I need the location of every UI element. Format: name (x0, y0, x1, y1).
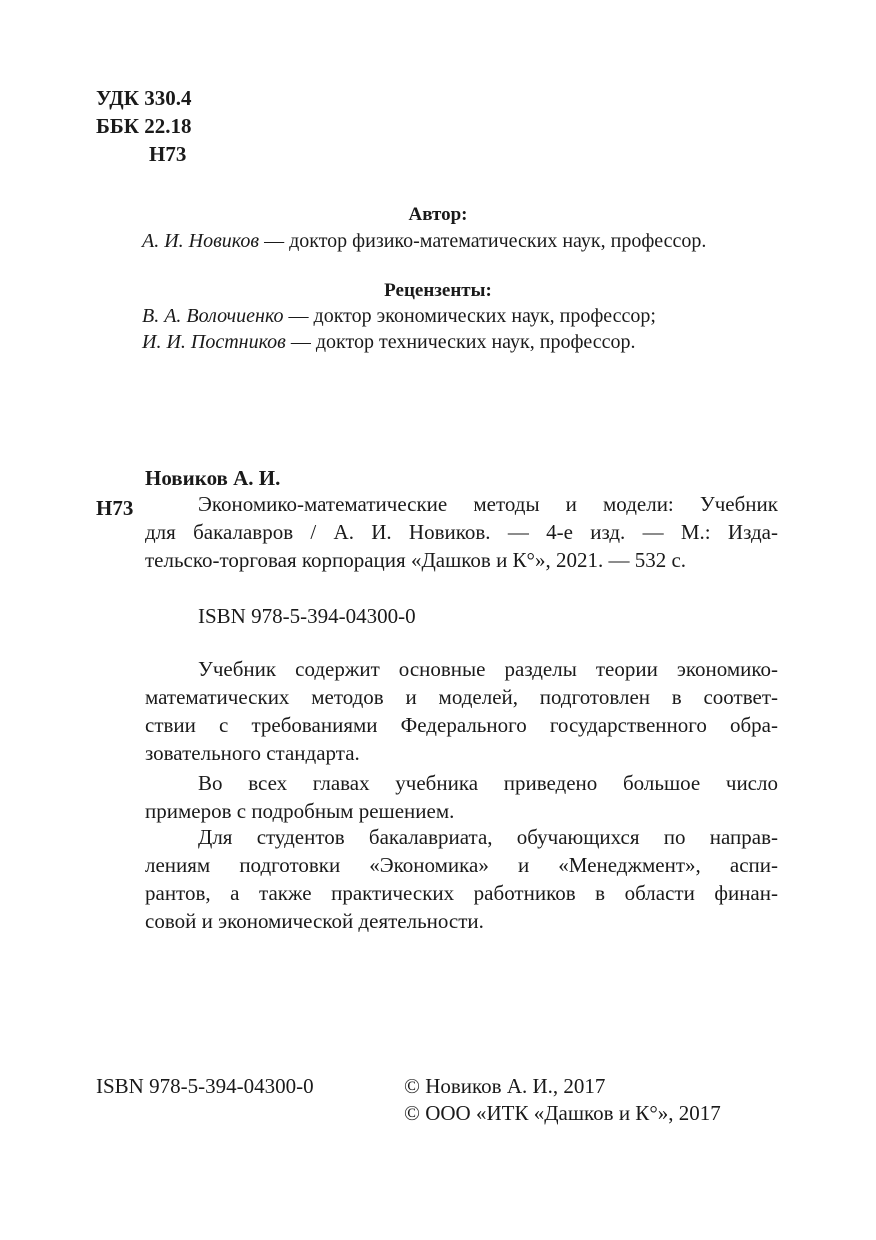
catalog-code: Н73 (96, 496, 134, 520)
author-mark-code: Н73 (149, 142, 187, 166)
abstract-p1-line-4: зовательного стандарта. (145, 741, 360, 765)
footer-isbn: ISBN 978-5-394-04300-0 (96, 1074, 314, 1098)
abstract-p3-line-1: Для студентов бакалавриата, обучающихся по направ- (198, 825, 778, 849)
abstract-p2-line-1: Во всех главах учебника приведено большое число (198, 771, 778, 795)
author-heading: Автор: (408, 204, 468, 225)
udk-code: УДК 330.4 (96, 86, 192, 110)
author-credit (142, 228, 706, 254)
reviewer-1 (142, 303, 656, 329)
bbk-code: ББК 22.18 (96, 114, 192, 138)
copyright-author: © Новиков А. И., 2017 (404, 1074, 606, 1098)
abstract-p3-line-4: совой и экономической деятельности. (145, 909, 484, 933)
author-desc: — доктор физико-математических наук, профессор. (259, 230, 707, 252)
abstract-p1-line-1: Учебник содержит основные разделы теории экономико- (198, 657, 778, 681)
abstract-p3-line-2: лениям подготовки «Экономика» и «Менеджмент», аспи- (145, 853, 778, 877)
catalog-line-3: тельско-торговая корпорация «Дашков и К°», 2021. — 532 с. (145, 548, 687, 572)
abstract-paragraph-2 (145, 769, 778, 825)
abstract-paragraph-1 (145, 655, 778, 767)
abstract-paragraph-3 (145, 823, 778, 935)
abstract-p3-line-3: рантов, а также практических работников в области финан- (145, 881, 778, 905)
reviewer-2-desc: — доктор технических наук, профессор. (285, 331, 636, 353)
reviewers-heading: Рецензенты: (384, 280, 492, 301)
reviewer-2-name: И. И. Постников (142, 331, 286, 353)
catalog-line-1: Экономико-математические методы и модели: Учебник (198, 492, 778, 516)
author-name: А. И. Новиков (142, 230, 260, 252)
reviewer-1-desc: — доктор экономических наук, профессор; (283, 305, 656, 327)
reviewer-1-name: В. А. Волочиенко (142, 305, 284, 327)
catalog-line-2: для бакалавров / А. И. Новиков. — 4-е изд. — М.: Изда- (145, 520, 778, 544)
catalog-isbn: ISBN 978-5-394-04300-0 (198, 604, 416, 628)
abstract-p1-line-3: ствии с требованиями Федерального государственного обра- (145, 713, 778, 737)
abstract-p1-line-2: математических методов и моделей, подготовлен в соответ- (145, 685, 778, 709)
reviewer-2 (142, 329, 636, 355)
copyright-publisher: © ООО «ИТК «Дашков и К°», 2017 (404, 1101, 721, 1125)
catalog-author-header: Новиков А. И. (145, 466, 281, 490)
catalog-description (145, 490, 778, 574)
abstract-p2-line-2: примеров с подробным решением. (145, 799, 455, 823)
